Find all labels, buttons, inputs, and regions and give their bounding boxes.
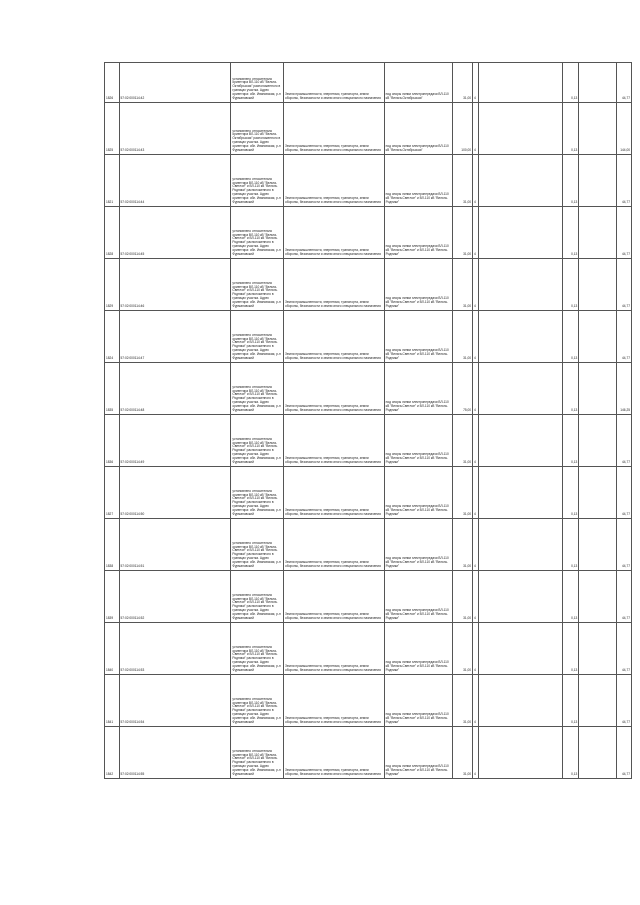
amount-cell: 44,77 bbox=[617, 519, 632, 571]
table-row bbox=[105, 571, 632, 623]
rate-cell: 0,13 bbox=[562, 675, 579, 727]
area-cell: 31,00 bbox=[452, 63, 472, 103]
permitted-use-cell: под опоры линии электропередачи ВЛ-110 кВ "Вельта-Светлое" и ВЛ-110 кВ "Вельта-Родники" bbox=[384, 155, 452, 207]
permitted-use-cell: под опоры линии электропередачи ВЛ-110 кВ "Вельта-Октябрьская" bbox=[384, 63, 452, 103]
location-description-cell: установлено относительно ориентира ВЛ-110 кВ "Вельта-Светлое" и ВЛ-110 кВ "Вельта-Родники" расположенного в границах участка. Адрес ориентира: обл. Ивановская, р-н Фурмановский bbox=[231, 363, 284, 415]
empty-cell bbox=[579, 311, 617, 363]
cadastral-number-cell: 57:02:000114:54 bbox=[119, 675, 231, 727]
row-number-cell: 1839 bbox=[105, 571, 120, 623]
empty-cell bbox=[579, 727, 617, 779]
empty-cell bbox=[478, 207, 562, 259]
table-row bbox=[105, 467, 632, 519]
empty-cell bbox=[478, 311, 562, 363]
permitted-use-cell: под опоры линии электропередачи ВЛ-110 кВ "Вельта-Светлое" и ВЛ-110 кВ "Вельта-Родники" bbox=[384, 415, 452, 467]
empty-cell bbox=[579, 519, 617, 571]
unit-cell: 4 bbox=[473, 103, 479, 155]
land-plots-table bbox=[104, 62, 632, 779]
permitted-use-cell: под опоры линии электропередачи ВЛ-110 кВ "Вельта-Светлое" и ВЛ-110 кВ "Вельта-Родники" bbox=[384, 727, 452, 779]
amount-cell: 44,77 bbox=[617, 571, 632, 623]
land-category-cell: Земли промышленности, энергетики, транспорта, земли обороны, безопасности и земли иного специального назначения bbox=[283, 467, 384, 519]
amount-cell: 44,77 bbox=[617, 259, 632, 311]
table-body bbox=[105, 63, 632, 779]
location-description-cell: установлено относительно ориентира ВЛ-110 кВ "Вельта-Светлое" и ВЛ-110 кВ "Вельта-Родники" расположенного в границах участка. Адрес ориентира: обл. Ивановская, р-н Фурмановский bbox=[231, 207, 284, 259]
amount-cell: 44,77 bbox=[617, 467, 632, 519]
cadastral-number-cell: 57:02:000114:52 bbox=[119, 571, 231, 623]
empty-cell bbox=[478, 259, 562, 311]
location-description-cell: установлено относительно ориентира ВЛ-110 кВ "Вельта-Светлое" и ВЛ-110 кВ "Вельта-Родники" расположенного в границах участка. Адрес ориентира: обл. Ивановская, р-н Фурмановский bbox=[231, 415, 284, 467]
row-number-cell: 1821 bbox=[105, 155, 120, 207]
empty-cell bbox=[478, 623, 562, 675]
location-description-cell: установлено относительно ориентира ВЛ-110 кВ "Вельта-Октябрьская" расположенного в границах участка. Адрес ориентира: обл. Ивановская, р-н Фурмановский bbox=[231, 63, 284, 103]
amount-cell: 44,77 bbox=[617, 675, 632, 727]
table-row bbox=[105, 207, 632, 259]
unit-cell: 4 bbox=[473, 467, 479, 519]
amount-cell: 44,77 bbox=[617, 311, 632, 363]
empty-cell bbox=[579, 623, 617, 675]
area-cell: 31,00 bbox=[452, 207, 472, 259]
land-category-cell: Земли промышленности, энергетики, транспорта, земли обороны, безопасности и земли иного специального назначения bbox=[283, 155, 384, 207]
empty-cell bbox=[478, 675, 562, 727]
land-category-cell: Земли промышленности, энергетики, транспорта, земли обороны, безопасности и земли иного специального назначения bbox=[283, 311, 384, 363]
empty-cell bbox=[579, 207, 617, 259]
row-number-cell: 1842 bbox=[105, 727, 120, 779]
permitted-use-cell: под опоры линии электропередачи ВЛ-110 кВ "Вельта-Светлое" и ВЛ-110 кВ "Вельта-Родники" bbox=[384, 675, 452, 727]
land-category-cell: Земли промышленности, энергетики, транспорта, земли обороны, безопасности и земли иного специального назначения bbox=[283, 519, 384, 571]
cadastral-number-cell: 57:02:000114:53 bbox=[119, 623, 231, 675]
area-cell: 31,00 bbox=[452, 571, 472, 623]
permitted-use-cell: под опоры линии электропередачи ВЛ-110 кВ "Вельта-Светлое" и ВЛ-110 кВ "Вельта-Родники" bbox=[384, 207, 452, 259]
empty-cell bbox=[478, 571, 562, 623]
permitted-use-cell: под опоры линии электропередачи ВЛ-110 кВ "Вельта-Светлое" и ВЛ-110 кВ "Вельта-Родники" bbox=[384, 259, 452, 311]
unit-cell: 4 bbox=[473, 727, 479, 779]
unit-cell: 4 bbox=[473, 63, 479, 103]
area-cell: 31,00 bbox=[452, 519, 472, 571]
row-number-cell: 1835 bbox=[105, 363, 120, 415]
location-description-cell: установлено относительно ориентира ВЛ-110 кВ "Вельта-Светлое" и ВЛ-110 кВ "Вельта-Родники" расположенного в границах участка. Адрес ориентира: обл. Ивановская, р-н Фурмановский bbox=[231, 571, 284, 623]
unit-cell: 4 bbox=[473, 623, 479, 675]
location-description-cell: установлено относительно ориентира ВЛ-110 кВ "Вельта-Октябрьская" расположенного в границах участка. Адрес ориентира: обл. Ивановская, р-н Фурмановский bbox=[231, 103, 284, 155]
rate-cell: 0,13 bbox=[562, 207, 579, 259]
table-row bbox=[105, 623, 632, 675]
land-category-cell: Земли промышленности, энергетики, транспорта, земли обороны, безопасности и земли иного специального назначения bbox=[283, 415, 384, 467]
rate-cell: 0,13 bbox=[562, 311, 579, 363]
table-row bbox=[105, 63, 632, 103]
row-number-cell: 1840 bbox=[105, 623, 120, 675]
area-cell: 100,00 bbox=[452, 103, 472, 155]
row-number-cell: 1826 bbox=[105, 63, 120, 103]
area-cell: 31,00 bbox=[452, 727, 472, 779]
table-row bbox=[105, 311, 632, 363]
area-cell: 31,00 bbox=[452, 259, 472, 311]
cadastral-number-cell: 57:02:000114:48 bbox=[119, 363, 231, 415]
empty-cell bbox=[478, 727, 562, 779]
cadastral-number-cell: 57:02:000114:43 bbox=[119, 103, 231, 155]
row-number-cell: 1829 bbox=[105, 259, 120, 311]
amount-cell: 44,77 bbox=[617, 63, 632, 103]
row-number-cell: 1828 bbox=[105, 207, 120, 259]
land-category-cell: Земли промышленности, энергетики, транспорта, земли обороны, безопасности и земли иного специального назначения bbox=[283, 103, 384, 155]
row-number-cell: 1836 bbox=[105, 415, 120, 467]
unit-cell: 4 bbox=[473, 363, 479, 415]
empty-cell bbox=[478, 155, 562, 207]
empty-cell bbox=[478, 415, 562, 467]
land-category-cell: Земли промышленности, энергетики, транспорта, земли обороны, безопасности и земли иного специального назначения bbox=[283, 207, 384, 259]
land-category-cell: Земли промышленности, энергетики, транспорта, земли обороны, безопасности и земли иного специального назначения bbox=[283, 623, 384, 675]
cadastral-number-cell: 57:02:000114:42 bbox=[119, 63, 231, 103]
table-row bbox=[105, 727, 632, 779]
unit-cell: 4 bbox=[473, 519, 479, 571]
location-description-cell: установлено относительно ориентира ВЛ-110 кВ "Вельта-Светлое" и ВЛ-110 кВ "Вельта-Родники" расположенного в границах участка. Адрес ориентира: обл. Ивановская, р-н Фурмановский bbox=[231, 155, 284, 207]
area-cell: 75,00 bbox=[452, 363, 472, 415]
cadastral-number-cell: 57:02:000114:46 bbox=[119, 259, 231, 311]
cadastral-number-cell: 57:02:000114:44 bbox=[119, 155, 231, 207]
land-category-cell: Земли промышленности, энергетики, транспорта, земли обороны, безопасности и земли иного специального назначения bbox=[283, 63, 384, 103]
permitted-use-cell: под опоры линии электропередачи ВЛ-110 кВ "Вельта-Светлое" и ВЛ-110 кВ "Вельта-Родники" bbox=[384, 623, 452, 675]
land-category-cell: Земли промышленности, энергетики, транспорта, земли обороны, безопасности и земли иного специального назначения bbox=[283, 259, 384, 311]
amount-cell: 44,77 bbox=[617, 207, 632, 259]
rate-cell: 0,13 bbox=[562, 155, 579, 207]
rate-cell: 0,13 bbox=[562, 363, 579, 415]
amount-cell: 44,77 bbox=[617, 727, 632, 779]
area-cell: 31,00 bbox=[452, 467, 472, 519]
cadastral-number-cell: 57:02:000114:55 bbox=[119, 727, 231, 779]
empty-cell bbox=[478, 63, 562, 103]
empty-cell bbox=[579, 259, 617, 311]
empty-cell bbox=[579, 63, 617, 103]
empty-cell bbox=[579, 675, 617, 727]
rate-cell: 0,13 bbox=[562, 519, 579, 571]
location-description-cell: установлено относительно ориентира ВЛ-110 кВ "Вельта-Светлое" и ВЛ-110 кВ "Вельта-Родники" расположенного в границах участка. Адрес ориентира: обл. Ивановская, р-н Фурмановский bbox=[231, 623, 284, 675]
rate-cell: 0,13 bbox=[562, 727, 579, 779]
table-row bbox=[105, 415, 632, 467]
unit-cell: 4 bbox=[473, 311, 479, 363]
amount-cell: 146,25 bbox=[617, 363, 632, 415]
document-sheet bbox=[104, 62, 640, 779]
table-row bbox=[105, 103, 632, 155]
empty-cell bbox=[478, 363, 562, 415]
unit-cell: 4 bbox=[473, 675, 479, 727]
empty-cell bbox=[579, 415, 617, 467]
cadastral-number-cell: 57:02:000114:45 bbox=[119, 207, 231, 259]
rate-cell: 0,13 bbox=[562, 623, 579, 675]
table-row bbox=[105, 155, 632, 207]
location-description-cell: установлено относительно ориентира ВЛ-110 кВ "Вельта-Светлое" и ВЛ-110 кВ "Вельта-Родники" расположенного в границах участка. Адрес ориентира: обл. Ивановская, р-н Фурмановский bbox=[231, 519, 284, 571]
unit-cell: 4 bbox=[473, 259, 479, 311]
permitted-use-cell: под опоры линии электропередачи ВЛ-110 кВ "Вельта-Светлое" и ВЛ-110 кВ "Вельта-Родники" bbox=[384, 519, 452, 571]
empty-cell bbox=[579, 467, 617, 519]
rate-cell: 0,13 bbox=[562, 63, 579, 103]
cadastral-number-cell: 57:02:000114:49 bbox=[119, 415, 231, 467]
permitted-use-cell: под опоры линии электропередачи ВЛ-110 кВ "Вельта-Октябрьская" bbox=[384, 103, 452, 155]
empty-cell bbox=[579, 571, 617, 623]
table-row bbox=[105, 259, 632, 311]
table-row bbox=[105, 675, 632, 727]
amount-cell: 44,77 bbox=[617, 415, 632, 467]
permitted-use-cell: под опоры линии электропередачи ВЛ-110 кВ "Вельта-Светлое" и ВЛ-110 кВ "Вельта-Родники" bbox=[384, 571, 452, 623]
empty-cell bbox=[579, 103, 617, 155]
empty-cell bbox=[478, 103, 562, 155]
table-row bbox=[105, 519, 632, 571]
row-number-cell: 1841 bbox=[105, 675, 120, 727]
location-description-cell: установлено относительно ориентира ВЛ-110 кВ "Вельта-Светлое" и ВЛ-110 кВ "Вельта-Родники" расположенного в границах участка. Адрес ориентира: обл. Ивановская, р-н Фурмановский bbox=[231, 675, 284, 727]
area-cell: 31,00 bbox=[452, 155, 472, 207]
land-category-cell: Земли промышленности, энергетики, транспорта, земли обороны, безопасности и земли иного специального назначения bbox=[283, 675, 384, 727]
rate-cell: 0,13 bbox=[562, 415, 579, 467]
land-category-cell: Земли промышленности, энергетики, транспорта, земли обороны, безопасности и земли иного специального назначения bbox=[283, 363, 384, 415]
rate-cell: 0,13 bbox=[562, 571, 579, 623]
empty-cell bbox=[478, 519, 562, 571]
location-description-cell: установлено относительно ориентира ВЛ-110 кВ "Вельта-Светлое" и ВЛ-110 кВ "Вельта-Родники" расположенного в границах участка. Адрес ориентира: обл. Ивановская, р-н Фурмановский bbox=[231, 727, 284, 779]
permitted-use-cell: под опоры линии электропередачи ВЛ-110 кВ "Вельта-Светлое" и ВЛ-110 кВ "Вельта-Родники" bbox=[384, 311, 452, 363]
cadastral-number-cell: 57:02:000114:50 bbox=[119, 467, 231, 519]
unit-cell: 4 bbox=[473, 571, 479, 623]
area-cell: 31,00 bbox=[452, 311, 472, 363]
cadastral-number-cell: 57:02:000114:51 bbox=[119, 519, 231, 571]
amount-cell: 44,77 bbox=[617, 155, 632, 207]
location-description-cell: установлено относительно ориентира ВЛ-110 кВ "Вельта-Светлое" и ВЛ-110 кВ "Вельта-Родники" расположенного в границах участка. Адрес ориентира: обл. Ивановская, р-н Фурмановский bbox=[231, 311, 284, 363]
row-number-cell: 1825 bbox=[105, 103, 120, 155]
area-cell: 31,00 bbox=[452, 623, 472, 675]
land-category-cell: Земли промышленности, энергетики, транспорта, земли обороны, безопасности и земли иного специального назначения bbox=[283, 571, 384, 623]
empty-cell bbox=[478, 467, 562, 519]
land-category-cell: Земли промышленности, энергетики, транспорта, земли обороны, безопасности и земли иного специального назначения bbox=[283, 727, 384, 779]
row-number-cell: 1838 bbox=[105, 519, 120, 571]
unit-cell: 4 bbox=[473, 155, 479, 207]
unit-cell: 4 bbox=[473, 415, 479, 467]
empty-cell bbox=[579, 363, 617, 415]
table-row bbox=[105, 363, 632, 415]
cadastral-number-cell: 57:02:000114:47 bbox=[119, 311, 231, 363]
rate-cell: 0,13 bbox=[562, 103, 579, 155]
rate-cell: 0,13 bbox=[562, 259, 579, 311]
area-cell: 31,00 bbox=[452, 675, 472, 727]
amount-cell: 44,77 bbox=[617, 623, 632, 675]
area-cell: 31,00 bbox=[452, 415, 472, 467]
location-description-cell: установлено относительно ориентира ВЛ-110 кВ "Вельта-Светлое" и ВЛ-110 кВ "Вельта-Родники" расположенного в границах участка. Адрес ориентира: обл. Ивановская, р-н Фурмановский bbox=[231, 259, 284, 311]
amount-cell: 144,00 bbox=[617, 103, 632, 155]
permitted-use-cell: под опоры линии электропередачи ВЛ-110 кВ "Вельта-Светлое" и ВЛ-110 кВ "Вельта-Родники" bbox=[384, 363, 452, 415]
rate-cell: 0,13 bbox=[562, 467, 579, 519]
row-number-cell: 1824 bbox=[105, 311, 120, 363]
location-description-cell: установлено относительно ориентира ВЛ-110 кВ "Вельта-Светлое" и ВЛ-110 кВ "Вельта-Родники" расположенного в границах участка. Адрес ориентира: обл. Ивановская, р-н Фурмановский bbox=[231, 467, 284, 519]
permitted-use-cell: под опоры линии электропередачи ВЛ-110 кВ "Вельта-Светлое" и ВЛ-110 кВ "Вельта-Родники" bbox=[384, 467, 452, 519]
empty-cell bbox=[579, 155, 617, 207]
row-number-cell: 1827 bbox=[105, 467, 120, 519]
unit-cell: 4 bbox=[473, 207, 479, 259]
